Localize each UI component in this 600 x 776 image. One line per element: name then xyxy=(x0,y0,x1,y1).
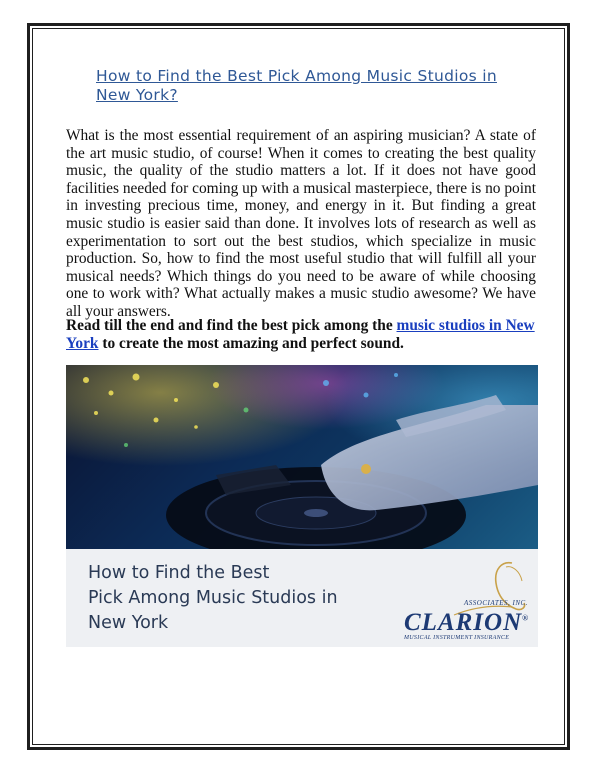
logo-wordmark-text: CLARION xyxy=(404,609,523,636)
music-studios-link[interactable]: music studios in New York xyxy=(66,317,535,353)
intro-paragraph: What is the most essential requirement of an aspiring musician? A state of the art music studio, of course! When it comes to creating the best quality music, the quality of the studio matters a lot. If it does not have good facilities needed for coming up with a musical masterpiece, there is no point in investing precious time, money, and energy in it. But finding a great music studio is easier said than done. It involves lots of research as well as experimentation to sort out the best studios, which specialize in music production. So, how to find the most useful studio that will fulfill all your musical needs? Which things do you need to be aware of while choosing one to work with? What actually makes a music studio awesome? We have all your answers. xyxy=(66,127,536,320)
clarion-logo xyxy=(394,557,534,643)
banner-caption-line-2: Pick Among Music Studios in xyxy=(88,588,338,608)
lead-text-after: to create the most amazing and perfect sound. xyxy=(98,335,404,353)
logo-registered-mark: ® xyxy=(522,613,530,623)
banner-caption-line-3: New York xyxy=(88,613,169,633)
article-title: How to Find the Best Pick Among Music Studios in New York? xyxy=(96,67,497,104)
banner-caption-line-1: How to Find the Best xyxy=(88,563,270,583)
dj-turntable-illustration xyxy=(66,365,538,549)
lead-paragraph xyxy=(66,317,538,354)
lead-text-before: Read till the end and find the best pick among the xyxy=(66,317,397,334)
logo-wordmark xyxy=(404,609,529,637)
banner-caption xyxy=(88,561,408,636)
dj-turntable-photo xyxy=(66,365,538,549)
logo-associates-text: ASSOCIATES, INC. xyxy=(464,599,528,607)
logo-subtitle: MUSICAL INSTRUMENT INSURANCE xyxy=(404,635,510,641)
banner-caption-panel xyxy=(66,549,538,647)
banner-image xyxy=(66,365,538,647)
